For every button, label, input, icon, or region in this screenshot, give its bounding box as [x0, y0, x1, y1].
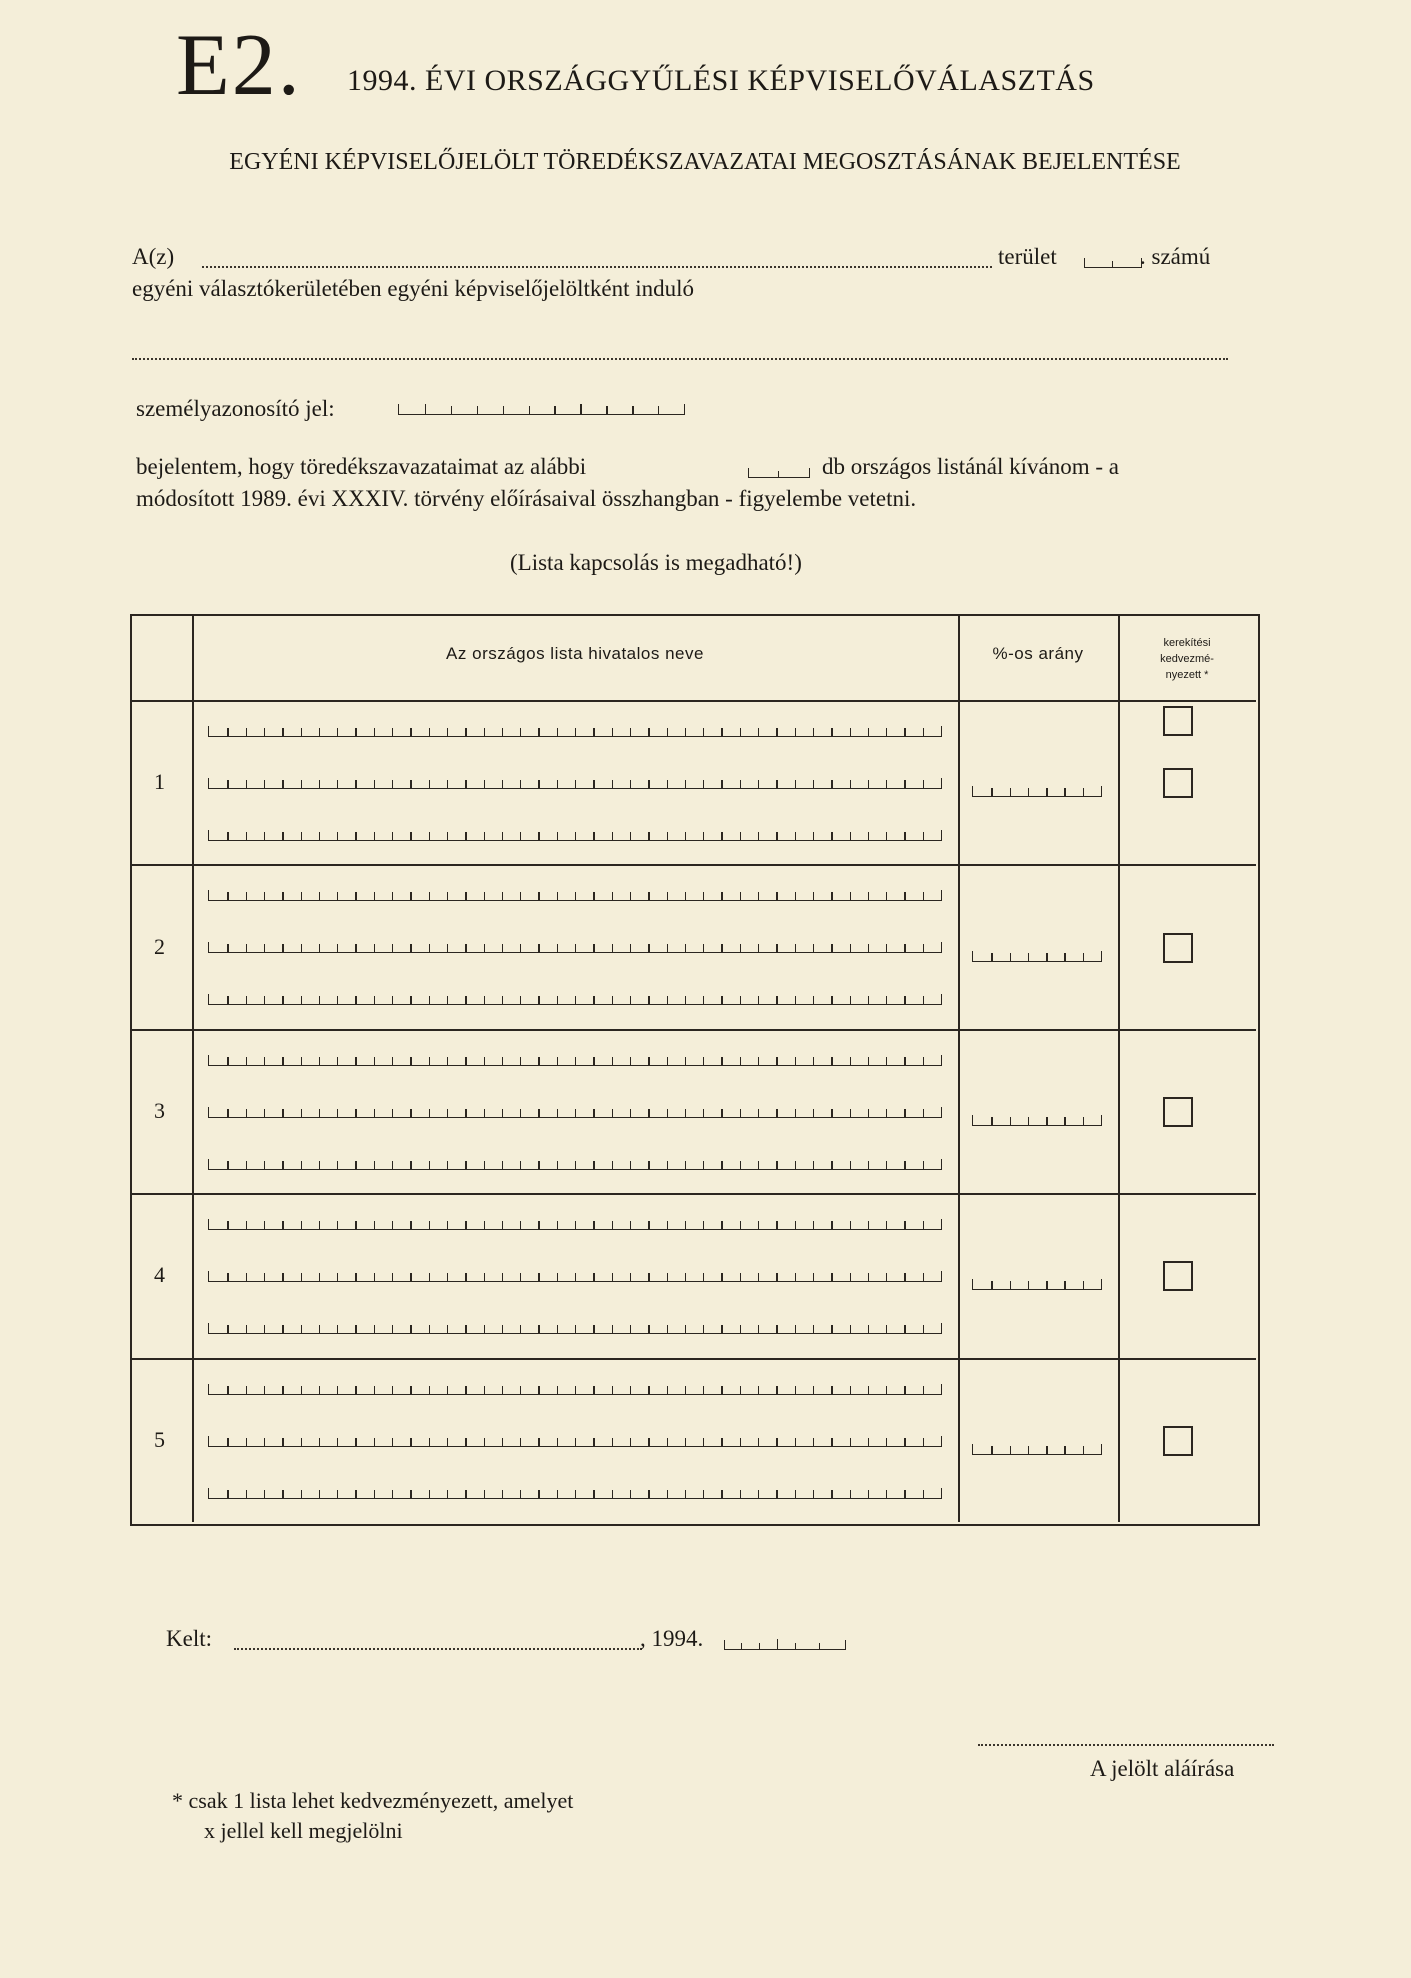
personal-id-label: személyazonosító jel: [136, 396, 335, 421]
page-title: 1994. ÉVI ORSZÁGGYŰLÉSI KÉPVISELŐVÁLASZTÁS [347, 64, 1095, 97]
bonus-checkbox[interactable] [1163, 1426, 1193, 1456]
row-number: 3 [154, 1098, 165, 1123]
list-name-line[interactable] [208, 1055, 942, 1066]
table-row-divider [130, 1358, 1256, 1360]
bonus-checkbox[interactable] [1163, 933, 1193, 963]
declaration-text-a: bejelentem, hogy töredékszavazataimat az alábbi [136, 454, 587, 479]
district-number-field[interactable] [1084, 258, 1142, 268]
declaration-text-b: db országos listánál kívánom - a [822, 454, 1120, 479]
percent-field[interactable] [972, 1444, 1102, 1455]
table-column-divider [1118, 614, 1120, 1522]
row-number: 4 [154, 1262, 165, 1288]
list-count-field[interactable] [748, 468, 810, 478]
list-name-line[interactable] [208, 1271, 942, 1282]
table-column-divider [192, 614, 194, 1522]
table-row-divider [130, 864, 1256, 866]
area-name-field[interactable] [202, 266, 992, 268]
percent-field[interactable] [972, 786, 1102, 797]
candidate-name-field[interactable] [132, 358, 1228, 360]
percent-field[interactable] [972, 951, 1102, 962]
declaration-text-line2: módosított 1989. évi XXXIV. törvény előírásaival összhangban - figyelembe vetetni. [136, 486, 917, 511]
table-row-divider [130, 1029, 1256, 1031]
footnote-line1: * csak 1 lista lehet kedvezményezett, amelyet [172, 1788, 574, 1813]
bonus-checkbox[interactable] [1163, 706, 1193, 736]
constituency-text: egyéni választókerületében egyéni képviselőjelöltként induló [132, 276, 695, 301]
date-label: Kelt: [166, 1626, 212, 1651]
header-bonus-line3: nyezett * [1165, 669, 1209, 681]
table-row-divider [130, 1193, 1256, 1195]
signature-field[interactable] [978, 1744, 1274, 1746]
personal-id-field[interactable] [398, 404, 683, 416]
list-name-line[interactable] [208, 1107, 942, 1118]
signature-label: A jelölt aláírása [1090, 1756, 1235, 1781]
table-row-divider [130, 700, 1256, 702]
list-name-line[interactable] [208, 1323, 942, 1334]
row-number: 2 [154, 933, 165, 959]
footnote-line2: x jellel kell megjelölni [204, 1818, 403, 1843]
percent-field[interactable] [972, 1279, 1102, 1290]
form-subtitle: EGYÉNI KÉPVISELŐJELÖLT TÖREDÉKSZAVAZATAI MEGOSZTÁSÁNAK BEJELENTÉSE [229, 149, 1181, 175]
list-name-line[interactable] [208, 1488, 942, 1499]
bonus-checkbox[interactable] [1163, 768, 1193, 798]
form-code: E2. [176, 17, 302, 114]
row-number: 1 [154, 769, 165, 795]
date-year: , 1994. [640, 1626, 704, 1651]
list-link-note: (Lista kapcsolás is megadható!) [510, 550, 802, 575]
list-name-line[interactable] [208, 1159, 942, 1170]
list-name-line[interactable] [208, 890, 942, 901]
terulet-label: terület [998, 244, 1057, 269]
header-bonus-line2: kedvezmé- [1160, 653, 1214, 665]
list-name-line[interactable] [208, 830, 942, 841]
date-field[interactable] [724, 1640, 846, 1650]
percent-field[interactable] [972, 1115, 1102, 1126]
place-field[interactable] [234, 1648, 642, 1650]
list-name-line[interactable] [208, 994, 942, 1005]
header-percent: %-os arány [992, 644, 1084, 663]
table-column-divider [958, 614, 960, 1522]
bonus-checkbox[interactable] [1163, 1261, 1193, 1291]
row-number: 5 [154, 1426, 165, 1452]
az-label: A(z) [132, 244, 175, 269]
list-name-line[interactable] [208, 1436, 942, 1447]
header-bonus-line1: kerekítési [1163, 637, 1211, 649]
list-name-line[interactable] [208, 778, 942, 789]
bonus-checkbox[interactable] [1163, 1097, 1193, 1127]
list-name-line[interactable] [208, 726, 942, 737]
header-list-name: Az országos lista hivatalos neve [446, 644, 704, 663]
szamu-label: . számú [1140, 244, 1211, 269]
list-name-line[interactable] [208, 1219, 942, 1230]
list-name-line[interactable] [208, 942, 942, 953]
list-name-line[interactable] [208, 1384, 942, 1395]
